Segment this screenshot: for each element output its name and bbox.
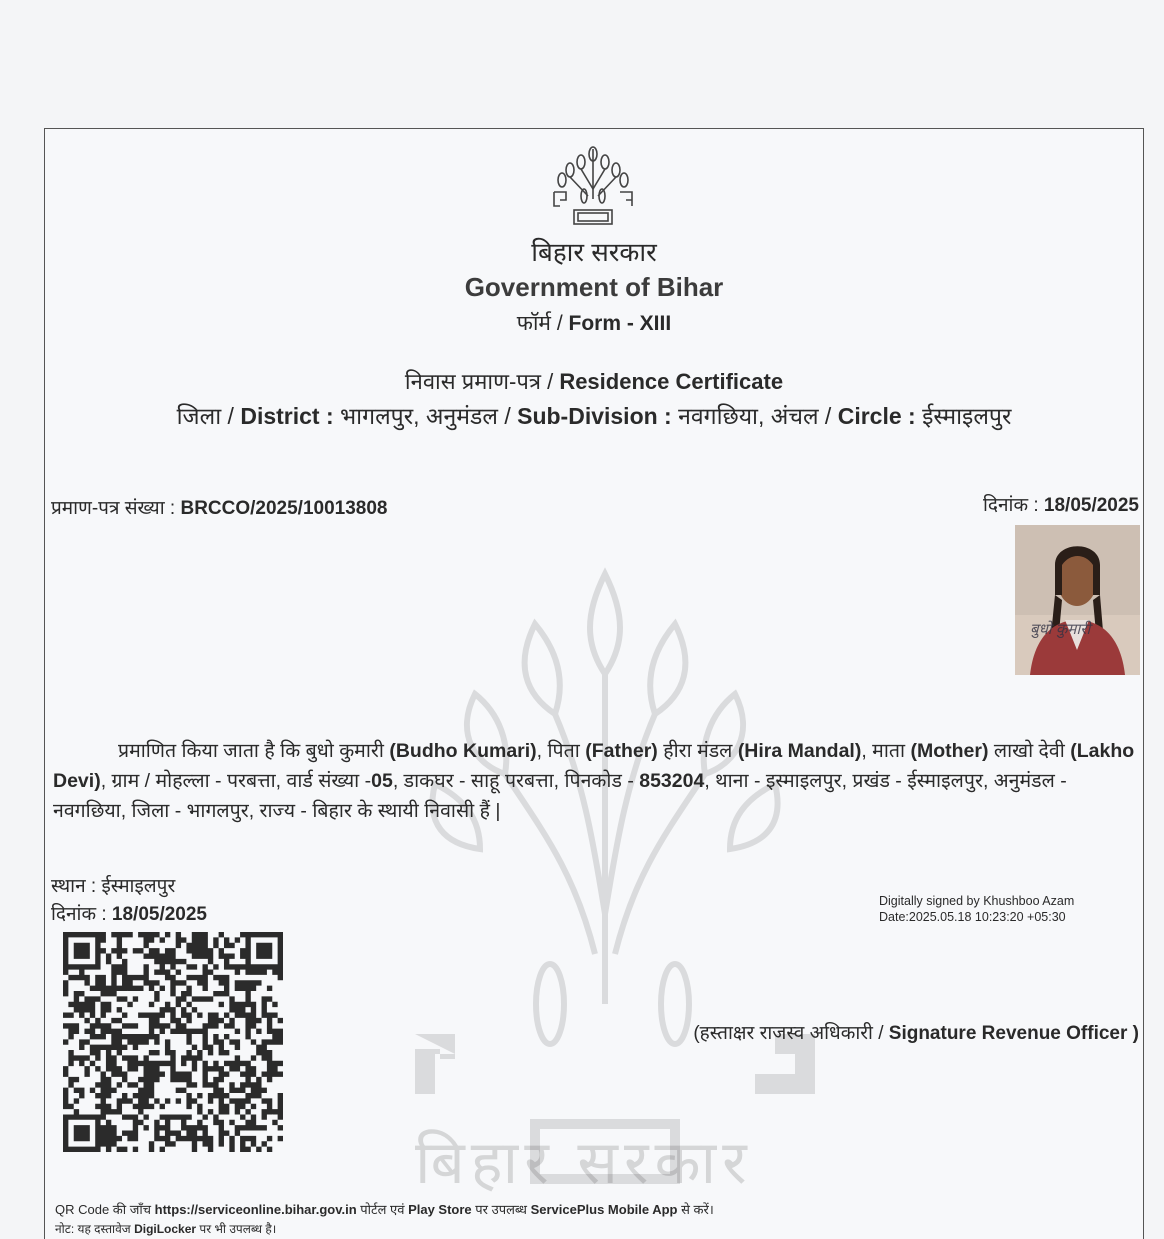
certificate-title-hindi: निवास प्रमाण-पत्र / xyxy=(404,369,560,394)
digital-signature-line2: Date:2025.05.18 10:23:20 +05:30 xyxy=(879,910,1066,924)
issue-date-label: दिनांक : xyxy=(51,904,112,925)
footer-note-c: पर भी उपलब्ध है। xyxy=(196,1222,277,1236)
digital-signature-line1: Digitally signed by Khushboo Azam xyxy=(879,894,1075,908)
form-number xyxy=(45,309,1143,337)
footer-portal-url[interactable]: https://serviceonline.bihar.gov.in xyxy=(154,1202,357,1217)
ward-number: 05 xyxy=(371,770,393,792)
footer-digilocker: DigiLocker xyxy=(134,1222,197,1236)
issue-date xyxy=(51,901,207,929)
certificate-date-label: दिनांक : xyxy=(983,495,1044,516)
bihar-emblem-watermark xyxy=(355,534,855,1184)
issue-date-value: 18/05/2025 xyxy=(111,904,207,925)
certificate-body xyxy=(53,736,1141,826)
mother-name-en: (Lakho Devi) xyxy=(53,740,1135,792)
footer-text-b: पोर्टल एवं xyxy=(356,1202,409,1217)
issue-place-value: ईस्माइलपुर xyxy=(101,876,176,897)
father-label: (Father) xyxy=(585,740,658,762)
certificate-number xyxy=(51,494,388,520)
footer-note-a: नोट: यह दस्तावेज xyxy=(55,1222,135,1236)
signature-label-english: Signature Revenue Officer ) xyxy=(888,1023,1139,1044)
footer-text-a: QR Code की जाँच xyxy=(55,1202,155,1217)
circle-label: Circle : xyxy=(837,403,923,429)
watermark-text: बिहार सरकार xyxy=(415,1129,753,1196)
district-label: District : xyxy=(240,403,341,429)
body-part-1: प्रमाणित किया जाता है कि बुधो कुमारी xyxy=(118,740,390,762)
district-value: भागलपुर, अनुमंडल / xyxy=(340,403,518,429)
signature-line xyxy=(693,1019,1139,1045)
location-line xyxy=(45,399,1143,431)
issue-place-label: स्थान : xyxy=(51,876,102,897)
body-part-4: , माता xyxy=(861,740,911,762)
digital-signature xyxy=(879,893,1074,925)
certificate-sheet xyxy=(44,128,1144,1239)
body-part-5: लाखो देवी xyxy=(988,740,1071,762)
footer-text-d: से करें। xyxy=(677,1202,714,1217)
certificate-title-english: Residence Certificate xyxy=(559,369,784,394)
qr-modules xyxy=(63,932,283,1152)
subdivision-label: Sub-Division : xyxy=(517,403,679,429)
applicant-name-en: (Budho Kumari) xyxy=(389,740,537,762)
father-name-en: (Hira Mandal) xyxy=(737,740,862,762)
footer-digilocker-note xyxy=(55,1220,276,1237)
body-part-2: , पिता xyxy=(536,740,586,762)
header-hindi-title: बिहार सरकार xyxy=(531,237,657,267)
body-part-6: , ग्राम / मोहल्ला - परबत्ता, वार्ड संख्या - xyxy=(100,770,372,792)
footer-play-store: Play Store xyxy=(408,1202,472,1217)
applicant-photo xyxy=(1015,525,1140,675)
subdivision-value: नवगछिया, अंचल / xyxy=(678,403,838,429)
form-label: Form - XIII xyxy=(568,312,672,335)
footer-app-name: ServicePlus Mobile App xyxy=(530,1202,678,1217)
issue-place xyxy=(51,873,207,901)
certificate-title xyxy=(45,366,1143,396)
body-part-7: , डाकघर - साहू परबत्ता, पिनकोड - xyxy=(392,770,640,792)
circle-value: ईस्माइलपुर xyxy=(922,403,1012,429)
mother-label: (Mother) xyxy=(910,740,989,762)
pincode: 853204 xyxy=(639,770,705,792)
footer-verification-note xyxy=(55,1200,714,1218)
issue-place-date xyxy=(51,873,207,929)
photo-signature-caption: बुधो कुमारी xyxy=(1030,621,1091,638)
form-prefix: फॉर्म / xyxy=(516,312,569,335)
bihar-emblem-logo xyxy=(548,144,638,229)
certificate-date-value: 18/05/2025 xyxy=(1043,495,1139,516)
header-english-title: Government of Bihar xyxy=(464,272,724,302)
signature-label-hindi: (हस्ताक्षर राजस्व अधिकारी / xyxy=(693,1023,889,1044)
district-label-hindi: जिला / xyxy=(176,403,241,429)
certificate-date xyxy=(983,491,1139,517)
qr-code[interactable] xyxy=(63,932,283,1152)
body-part-8: , थाना - इस्माइलपुर, प्रखंड - ईस्माइलपुर, अनुमंडल - नवगछिया, जिला - भागलपुर, राज्य - बिहार के स्थायी निवासी हैं | xyxy=(53,770,1067,822)
body-part-3: हीरा मंडल xyxy=(657,740,738,762)
footer-text-c: पर उपलब्ध xyxy=(471,1202,531,1217)
certificate-number-label: प्रमाण-पत्र संख्या : xyxy=(51,498,181,519)
certificate-number-value: BRCCO/2025/10013808 xyxy=(180,498,388,519)
